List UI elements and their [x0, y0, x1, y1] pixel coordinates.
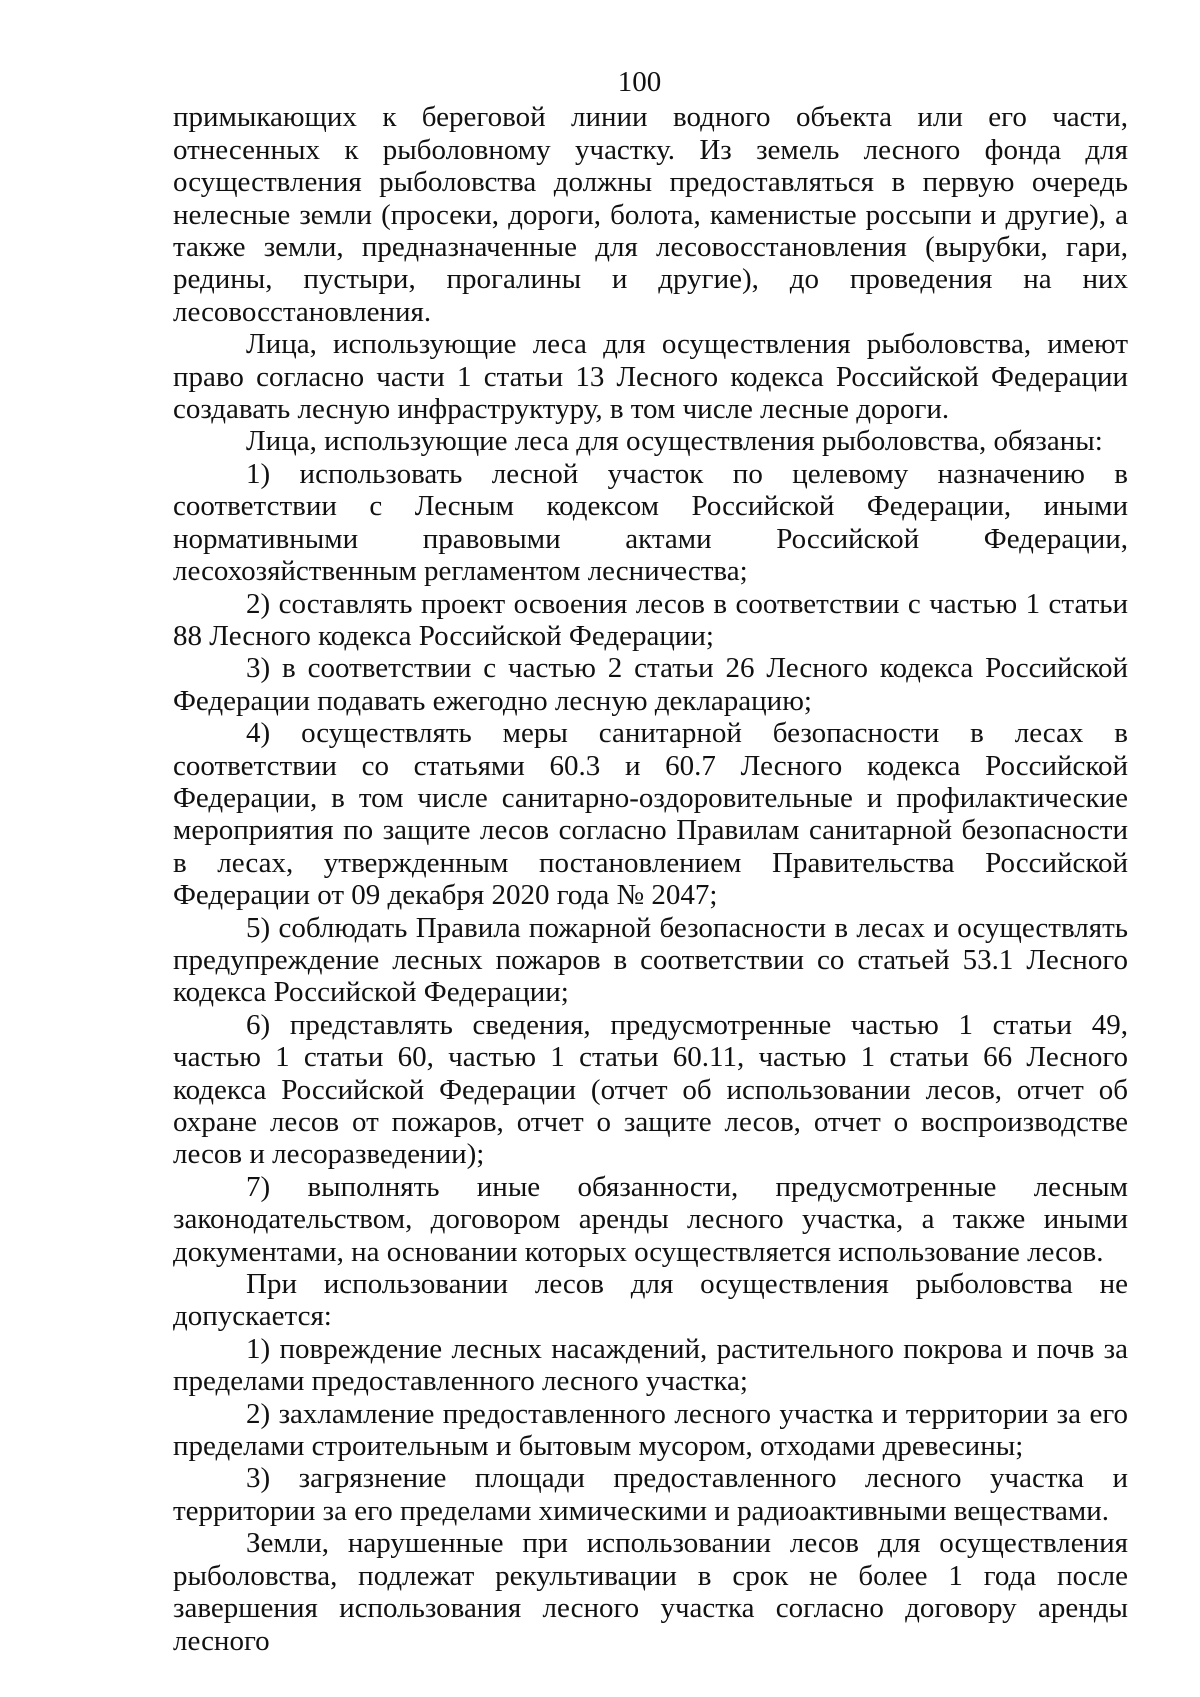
page-number: 100 — [617, 66, 662, 98]
list-item: 1) использовать лесной участок по целевому назначению в соответствии с Лесным кодексом Российской Федерации, иными нормативными правовыми актами Российской Федерации, лесохозяйственным регламентом лесничества; — [173, 457, 1128, 588]
list-item: 2) захламление предоставленного лесного участка и территории за его пределами строительным и бытовым мусором, отходами древесины; — [173, 1397, 1128, 1463]
list-item: 1) повреждение лесных насаждений, растительного покрова и почв за пределами предоставленного лесного участка; — [173, 1332, 1128, 1398]
list-item: 2) составлять проект освоения лесов в соответствии с частью 1 статьи 88 Лесного кодекса Российской Федерации; — [173, 587, 1128, 652]
list-item: 7) выполнять иные обязанности, предусмотренные лесным законодательством, договором аренды лесного участка, а также иными документами, на основании которых осуществляется использование лесов. — [173, 1170, 1128, 1268]
paragraph: примыкающих к береговой линии водного объекта или его части, отнесенных к рыболовному участку. Из земель лесного фонда для осуществления рыболовства должны предоставляться в первую очередь нелесные земли (просеки, дороги, болота, каменистые россыпи и другие), а также земли, предназначенные для лесовосстановления (вырубки, гари, редины, пустыри, прогалины и другие), до проведения на них лесовосстановления. — [173, 101, 1128, 328]
list-item: 4) осуществлять меры санитарной безопасности в лесах в соответствии со статьями 60.3 и 60.7 Лесного кодекса Российской Федерации, в том числе санитарно-оздоровительные и профилактические мероприятия по защите лесов согласно Правилам санитарной безопасности в лесах, утвержденным постановлением Правительства Российской Федерации от 09 декабря 2020 года № 2047; — [173, 717, 1128, 912]
list-item: 6) представлять сведения, предусмотренные частью 1 статьи 49, частью 1 статьи 60, частью 1 статьи 60.11, частью 1 статьи 66 Лесного кодекса Российской Федерации (отчет об использовании лесов, отчет об охране лесов от пожаров, отчет о защите лесов, отчет о воспроизводстве лесов и лесоразведении); — [173, 1008, 1128, 1171]
paragraph: Земли, нарушенные при использовании лесов для осуществления рыболовства, подлежат рекультивации в срок не более 1 года после завершения использования лесного участка согласно договору аренды лесного — [173, 1527, 1128, 1657]
paragraph: При использовании лесов для осуществления рыболовства не допускается: — [173, 1268, 1128, 1333]
document-body — [173, 101, 1128, 1657]
list-item: 3) загрязнение площади предоставленного лесного участка и территории за его пределами химическими и радиоактивными веществами. — [173, 1462, 1128, 1527]
paragraph: Лица, использующие леса для осуществления рыболовства, имеют право согласно части 1 статьи 13 Лесного кодекса Российской Федерации создавать лесную инфраструктуру, в том числе лесные дороги. — [173, 328, 1128, 426]
list-item: 3) в соответствии с частью 2 статьи 26 Лесного кодекса Российской Федерации подавать ежегодно лесную декларацию; — [173, 652, 1128, 717]
paragraph: Лица, использующие леса для осуществления рыболовства, обязаны: — [246, 425, 1103, 458]
list-item: 5) соблюдать Правила пожарной безопасности в лесах и осуществлять предупреждение лесных пожаров в соответствии со статьей 53.1 Лесного кодекса Российской Федерации; — [173, 911, 1128, 1009]
